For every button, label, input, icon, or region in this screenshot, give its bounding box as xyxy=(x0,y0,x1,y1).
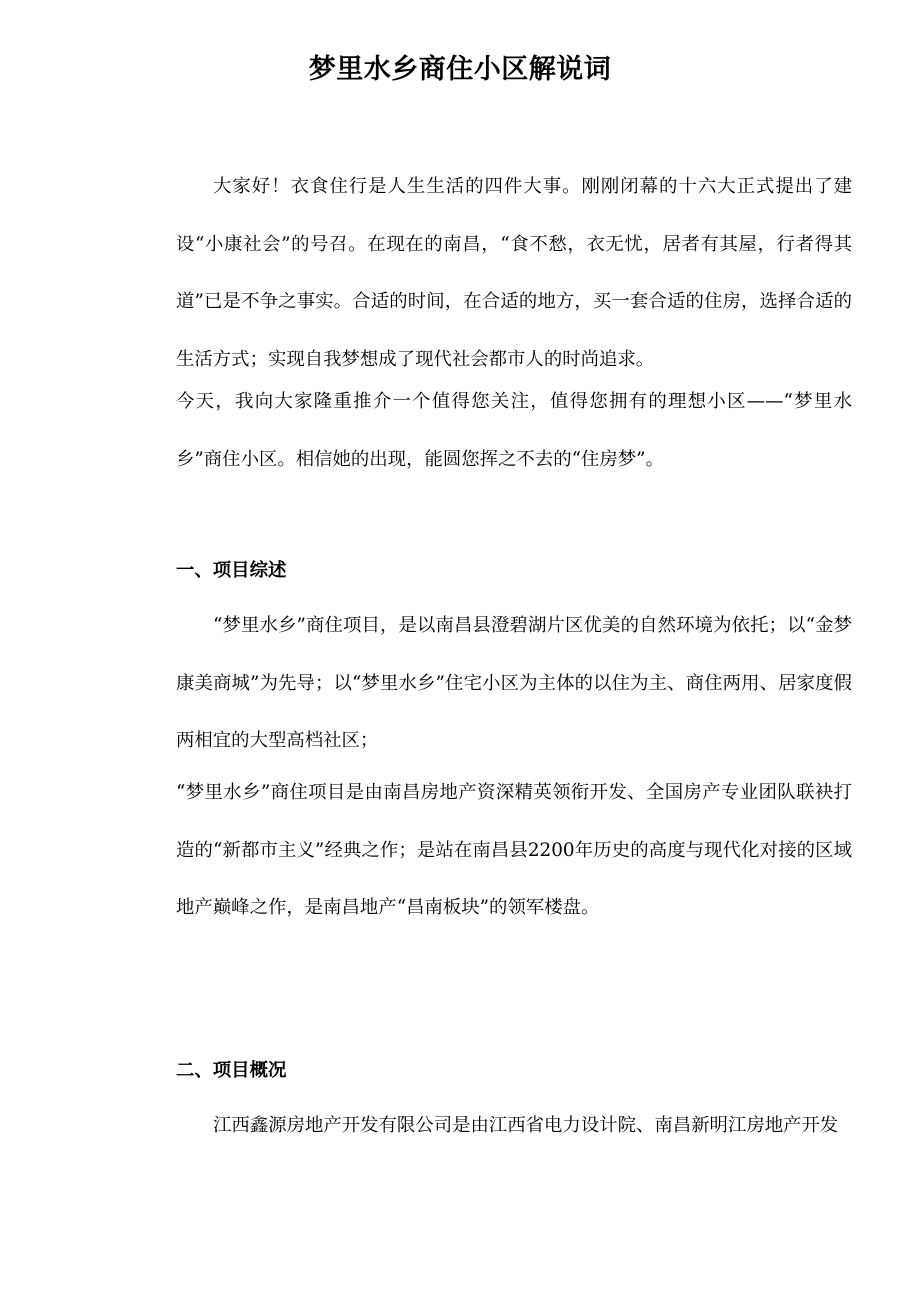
section-1-paragraph-2: “梦里水乡”商住项目是由南昌房地产资深精英领衔开发、全国房产专业团队联袂打造的“新都市主义”经典之作；是站在南昌县2200年历史的高度与现代化对接的区域地产巅峰之作，是南昌地产“昌南板块”的领军楼盘。 xyxy=(176,782,852,918)
section-1-heading: 一、项目综述 xyxy=(176,560,287,581)
intro-paragraph-1: 大家好！衣食住行是人生生活的四件大事。刚刚闭幕的十六大正式提出了建设“小康社会”的号召。在现在的南昌，“食不愁，衣无忧，居者有其屋，行者得其道”已是不争之事实。合适的时间，在合适的地方，买一套合适的住房，选择合适的生活方式；实现自我梦想成了现代社会都市人的时尚追求。 xyxy=(176,176,852,370)
intro-paragraph-2: 今天，我向大家隆重推介一个值得您关注，值得您拥有的理想小区——“梦里水乡”商住小区。相信她的出现，能圆您挥之不去的“住房梦”。 xyxy=(176,391,852,470)
page-title: 梦里水乡商住小区解说词 xyxy=(308,54,612,85)
section-2-heading: 二、项目概况 xyxy=(176,1060,287,1081)
section-1-paragraph-1: “梦里水乡”商住项目，是以南昌县澄碧湖片区优美的自然环境为依托；以“金梦康美商城”为先导；以“梦里水乡”住宅小区为主体的以住为主、商住两用、居家度假两相宜的大型高档社区； xyxy=(176,615,852,751)
section-2-paragraph-1: 江西鑫源房地产开发有限公司是由江西省电力设计院、南昌新明江房地产开发 xyxy=(213,1115,839,1136)
